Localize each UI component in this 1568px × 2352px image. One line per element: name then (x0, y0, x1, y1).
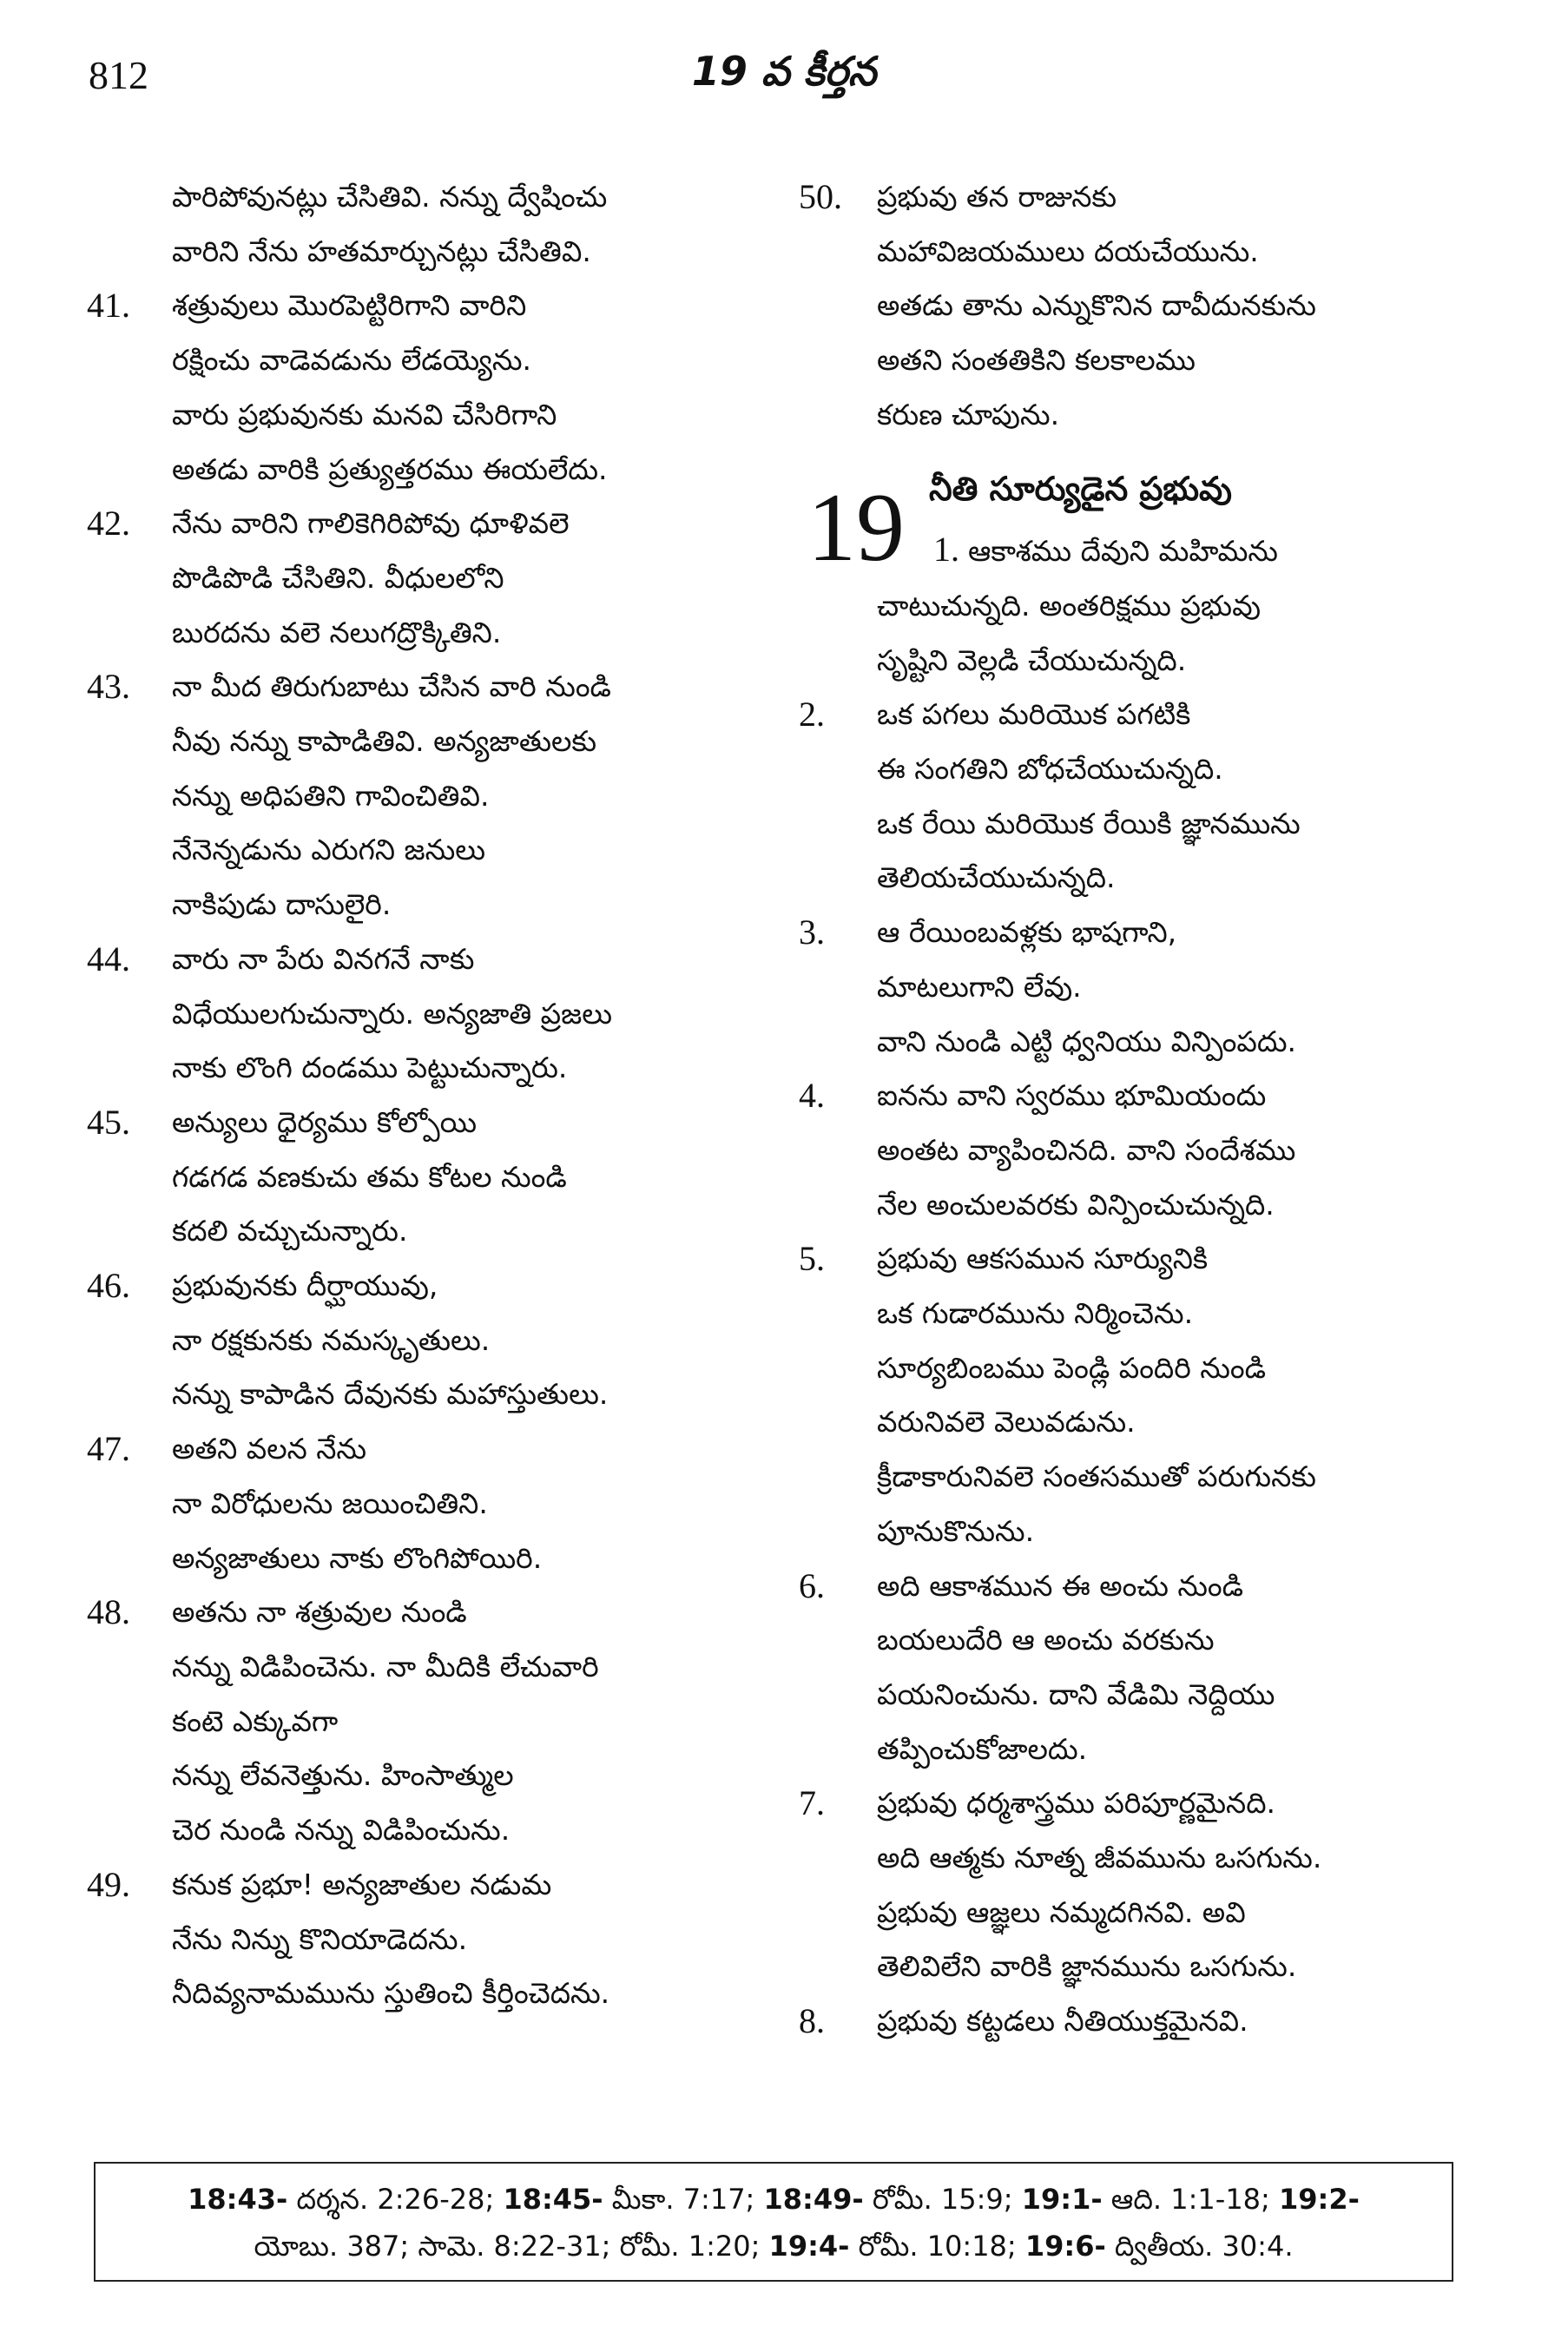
verse-line: కంటె ఎక్కువగా (172, 1703, 339, 1738)
verse-line: వారు నా పేరు వినగనే నాకు (172, 941, 475, 976)
verse-number: 6. (799, 1565, 825, 1605)
verse-line: చెర నుండి నన్ను విడిపించును. (172, 1813, 511, 1848)
verse-line: ప్రభువునకు దీర్ఘాయువు, (172, 1268, 438, 1303)
verse-line: నీదివ్యనామమును స్తుతించి కీర్తించెదను. (172, 1976, 610, 2011)
verse-line: నీవు నన్ను కాపాడితివి. అన్యజాతులకు (172, 724, 597, 759)
verse-line: అతడు తాను ఎన్నుకొనిన దావీదునకును (877, 288, 1316, 323)
verse-line: వారు ప్రభువునకు మనవి చేసిరిగాని (172, 397, 557, 432)
verse-number: 1. (933, 530, 968, 570)
verse-line: బురదను వలె నలుగద్రొక్కితిని. (172, 615, 502, 649)
verse-line: నేనెన్నడును ఎరుగని జనులు (172, 833, 486, 867)
footnote-reference: 18:45- (503, 2183, 603, 2216)
right-column (799, 170, 1476, 2049)
verse (87, 497, 773, 660)
footnote-reference: 19:2- (1279, 2183, 1360, 2216)
verse-number: 46. (87, 1266, 130, 1306)
verse-line: చాటుచున్నది. అంతరిక్షము ప్రభువు (877, 588, 1262, 623)
verse (87, 279, 773, 497)
verse (87, 932, 773, 1096)
verse-line: గడగడ వణకుచు తమ కోటల నుండి (172, 1159, 567, 1194)
verse-number: 5. (799, 1239, 825, 1279)
verse-line: పూనుకొనును. (877, 1513, 1035, 1548)
verse-line: క్రీడాకారునివలె సంతసముతో పరుగునకు (877, 1459, 1316, 1494)
verse-line: శత్రువులు మొరపెట్టిరిగాని వారిని (172, 288, 527, 323)
verse-line: నన్ను లేవనెత్తును. హింసాత్ముల (172, 1758, 514, 1793)
verse-line: అంతట వ్యాపించినది. వాని సందేశము (877, 1132, 1296, 1167)
verse (799, 1994, 1476, 2049)
verse (87, 660, 773, 932)
footnote-reference: 18:43- (188, 2183, 288, 2216)
verse (87, 1422, 773, 1585)
verse-line: నేను వారిని గాలికెగిరిపోవు ధూళివలె (172, 506, 570, 541)
verse (799, 688, 1476, 906)
verse-line: ప్రభువు ఆకసమున సూర్యునికి (877, 1242, 1209, 1276)
chapter-title: నీతి సూర్యుడైన ప్రభువు (929, 469, 1232, 508)
verse (87, 1096, 773, 1259)
verse-line: నేను నిన్ను కొనియాడెదను. (172, 1921, 468, 1956)
verse-line: పొడిపొడి చేసితిని. వీధులలోని (172, 560, 504, 595)
verse-line: సూర్యబింబము పెండ్లి పందిరి నుండి (877, 1350, 1267, 1385)
verse-line: నా మీద తిరుగుబాటు చేసిన వారి నుండి (172, 669, 611, 704)
footnote-text: ఆది. 1:1-18; (1102, 2183, 1279, 2216)
verse-line: నాకు లొంగి దండము పెట్టుచున్నారు. (172, 1051, 568, 1085)
verse-number: 48. (87, 1592, 130, 1632)
verse-number: 41. (87, 286, 130, 326)
left-column (87, 170, 773, 2021)
verse (799, 170, 1476, 443)
verse (87, 170, 773, 279)
footnote-text: రోమీ. 10:18; (849, 2230, 1025, 2263)
footnote-text: ద్వితీయ. 30:4. (1105, 2230, 1294, 2263)
verse-line: అతని వలన నేను (172, 1432, 366, 1466)
verse-line: అతని సంతతికిని కలకాలము (877, 343, 1196, 378)
verse-number: 47. (87, 1429, 130, 1469)
verse-line: ప్రభువు ఆజ్ఞలు నమ్మదగినవి. అవి (877, 1894, 1246, 1929)
verse-line: విధేయులగుచున్నారు. అన్యజాతి ప్రజలు (172, 996, 613, 1031)
footnote-reference: 18:49- (763, 2183, 864, 2216)
verse-number: 44. (87, 939, 130, 978)
verse-number: 8. (799, 2001, 825, 2041)
verse (799, 906, 1476, 1069)
footnote-text: దర్శన. 2:26-28; (287, 2183, 504, 2216)
verse-line: ఆ రేయింబవళ్లకు భాషగాని, (877, 915, 1177, 950)
verse-line: బయలుదేరి ఆ అంచు వరకును (877, 1623, 1215, 1657)
verse-line: అది ఆకాశమున ఈ అంచు నుండి (877, 1568, 1244, 1603)
verse-line: పారిపోవునట్లు చేసితివి. నన్ను ద్వేషించు (172, 180, 608, 214)
verse-line: అన్యజాతులు నాకు లొంగిపోయిరి. (172, 1540, 543, 1575)
footnote-text: యోబు. 387; సామె. 8:22-31; రోమీ. 1:20; (254, 2230, 769, 2263)
verse-line: కరుణ చూపును. (877, 397, 1060, 432)
verse-number: 49. (87, 1864, 130, 1904)
verse-line: మాటలుగాని లేవు. (877, 969, 1082, 1004)
verse-line: నా రక్షకునకు నమస్కృతులు. (172, 1322, 491, 1357)
verse-line: ప్రభువు తన రాజునకు (877, 180, 1117, 214)
footnote-line (96, 2176, 1452, 2223)
verse-number: 4. (799, 1076, 825, 1116)
verse-line: అతను నా శత్రువుల నుండి (172, 1595, 467, 1630)
verse-line: ఈ సంగతిని బోధచేయుచున్నది. (877, 752, 1223, 787)
verse-line: తెలివిలేని వారికి జ్ఞానమును ఒసగును. (877, 1949, 1297, 1984)
footnote-reference: 19:1- (1021, 2183, 1103, 2216)
verse-line: మహావిజయములు దయచేయును. (877, 234, 1259, 268)
verse-line: వారిని నేను హతమార్చునట్లు చేసితివి. (172, 234, 591, 268)
verse (799, 1232, 1476, 1558)
verse-line: ప్రభువు ధర్మశాస్త్రము పరిపూర్ణమైనది. (877, 1786, 1275, 1821)
verse-line: కదలి వచ్చుచున్నారు. (172, 1214, 408, 1248)
verse-number: 42. (87, 504, 130, 544)
footnote-text: రోమీ. 15:9; (863, 2183, 1022, 2216)
verse-line: నేల అంచులవరకు విన్పించుచున్నది. (877, 1187, 1275, 1222)
verse-line: నన్ను అధిపతిని గావించితివి. (172, 778, 490, 813)
verse-line: ఐనను వాని స్వరము భూమియందు (877, 1078, 1267, 1113)
verse (799, 1776, 1476, 1994)
verse-number: 50. (799, 177, 842, 216)
verse-number: 7. (799, 1783, 825, 1823)
footnote-reference: 19:4- (768, 2230, 850, 2263)
verse-line: రక్షించు వాడెవడును లేడయ్యెను. (172, 343, 531, 378)
chapter-number: 19 (807, 473, 905, 582)
verse-line: తెలియచేయుచున్నది. (877, 860, 1116, 895)
verse-number: 45. (87, 1102, 130, 1142)
verse-line: ఒక గుడారమును నిర్మించెను. (877, 1296, 1194, 1331)
cross-reference-footnotes (94, 2162, 1453, 2282)
verse-line: నన్ను విడిపించెను. నా మీదికి లేచువారి (172, 1649, 599, 1683)
verse (87, 1259, 773, 1422)
verse-line: నా విరోధులను జయించితిని. (172, 1486, 488, 1520)
verse-line: వాని నుండి ఎట్టి ధ్వనియు విన్పింపదు. (877, 1024, 1297, 1058)
verse-line: సృష్టిని వెల్లడి చేయుచున్నది. (877, 642, 1187, 677)
verse-line: ఒక రేయి మరియొక రేయికి జ్ఞానమును (877, 806, 1301, 840)
verse-line: వరునివలె వెలువడును. (877, 1405, 1136, 1440)
verse-line: నాకిపుడు దాసులైరి. (172, 887, 392, 922)
verse-number: 3. (799, 912, 825, 952)
verse (799, 1069, 1476, 1232)
footnote-text: మీకా. 7:17; (603, 2183, 764, 2216)
verse-line: ప్రభువు కట్టడలు నీతియుక్తమైనవి. (877, 2004, 1248, 2039)
verse-text: ఆకాశము దేవుని మహిమను (968, 534, 1278, 569)
verse-line: అది ఆత్మకు నూత్న జీవమును ఒసగును. (877, 1841, 1322, 1875)
verse (87, 1585, 773, 1858)
verse (87, 1858, 773, 2021)
verse-line: అతడు వారికి ప్రత్యుత్తరము ఈయలేదు. (172, 451, 608, 486)
verse-line: కనుక ప్రభూ! అన్యజాతుల నడుమ (172, 1867, 552, 1901)
verse-line: పయనించును. దాని వేడిమి నెద్దియు (877, 1677, 1275, 1711)
running-head: 19 వ కీర్తన (691, 48, 877, 95)
verse-number: 43. (87, 667, 130, 707)
verse-line: నన్ను కాపాడిన దేవునకు మహాస్తుతులు. (172, 1377, 609, 1412)
verse-line: తప్పించుకోజాలదు. (877, 1731, 1088, 1766)
verse-number: 2. (799, 695, 825, 735)
verse (799, 523, 1476, 688)
verse (799, 1559, 1476, 1777)
verse-line: ఒక పగలు మరియొక పగటికి (877, 697, 1191, 732)
footnote-reference: 19:6- (1024, 2230, 1106, 2263)
footnote-line (96, 2223, 1452, 2270)
page-number: 812 (89, 53, 148, 97)
verse-line: అన్యులు ధైర్యము కోల్పోయి (172, 1104, 478, 1139)
verse-line (933, 523, 1476, 579)
